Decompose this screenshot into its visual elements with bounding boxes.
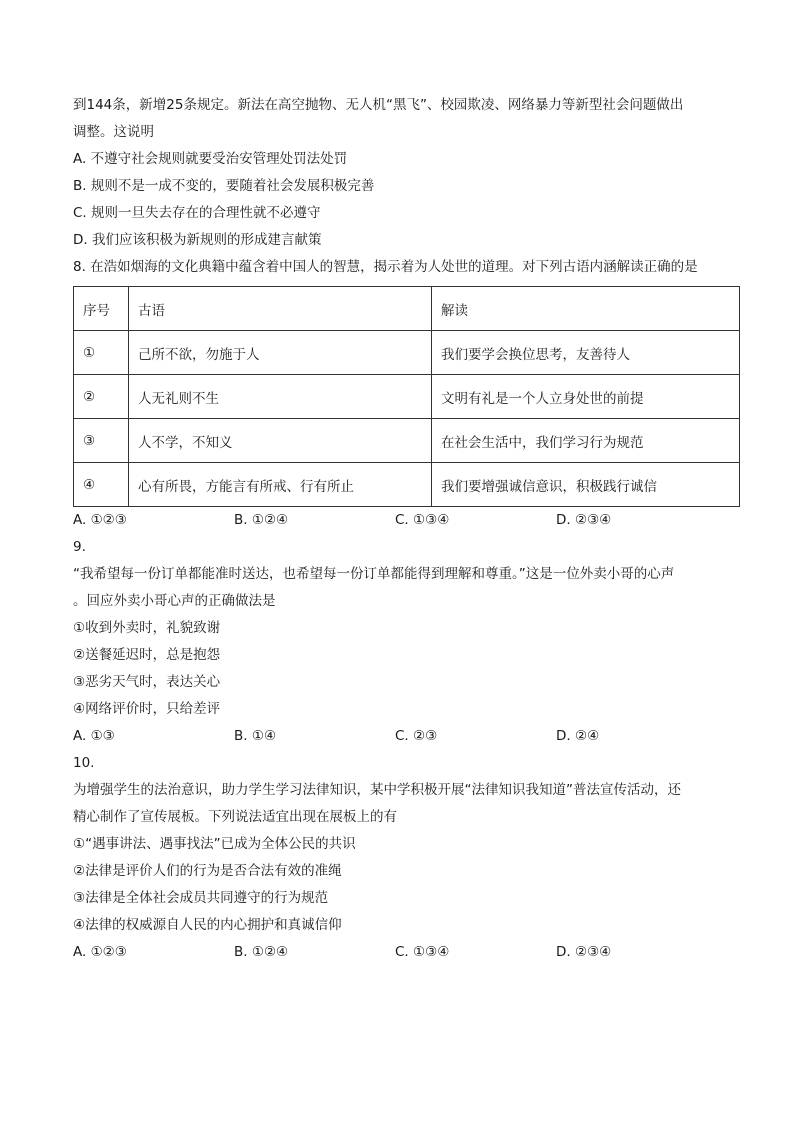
table-row (74, 419, 740, 463)
row-proverb: 己所不欲，勿施于人 (129, 331, 432, 375)
row-index: ① (74, 331, 129, 375)
row-interpretation: 我们要增强诚信意识，积极践行诚信 (432, 463, 740, 507)
q8-option-b: B. ①②④ (234, 512, 289, 528)
q10-statement-1: ①“遇事讲法、遇事找法”已成为全体公民的共识 (73, 836, 356, 852)
q7-option-c: C. 规则一旦失去存在的合理性就不必遵守 (73, 205, 321, 221)
q7-option-a: A. 不遵守社会规则就要受治安管理处罚法处罚 (73, 151, 348, 167)
q10-stem-line-2: 精心制作了宣传展板。下列说法适宜出现在展板上的有 (73, 809, 397, 825)
q10-option-d: D. ②③④ (556, 944, 612, 960)
q10-option-a: A. ①②③ (73, 944, 127, 960)
q9-option-c: C. ②③ (395, 728, 438, 744)
document-page (73, 92, 740, 966)
q9-option-b: B. ①④ (234, 728, 277, 744)
row-proverb: 人无礼则不生 (129, 375, 432, 419)
row-interpretation: 文明有礼是一个人立身处世的前提 (432, 375, 740, 419)
row-index: ④ (74, 463, 129, 507)
q9-number: 9. (73, 539, 86, 555)
q8-stem: 8. 在浩如烟海的文化典籍中蕴含着中国人的智慧，揭示着为人处世的道理。对下列古语内涵解读正确的是 (73, 259, 698, 275)
row-index: ② (74, 375, 129, 419)
q9-statement-3: ③恶劣天气时，表达关心 (73, 674, 221, 690)
q9-statement-2: ②送餐延迟时，总是抱怨 (73, 647, 221, 663)
row-index: ③ (74, 419, 129, 463)
q8-option-c: C. ①③④ (395, 512, 450, 528)
q9-statement-1: ①收到外卖时，礼貌致谢 (73, 620, 221, 636)
table-header-row (74, 287, 740, 331)
proverb-table (73, 286, 740, 507)
intro-line-1: 到144条，新增25条规定。新法在高空抛物、无人机“黑飞”、校园欺凌、网络暴力等新型社会问题做出 (73, 97, 684, 113)
q10-option-c: C. ①③④ (395, 944, 450, 960)
q9-options (73, 723, 740, 750)
q7-option-b: B. 规则不是一成不变的，要随着社会发展积极完善 (73, 178, 375, 194)
table-row (74, 463, 740, 507)
row-proverb: 心有所畏，方能言有所戒、行有所止 (129, 463, 432, 507)
q8-option-a: A. ①②③ (73, 512, 127, 528)
q10-stem-line-1: 为增强学生的法治意识，助力学生学习法律知识，某中学积极开展“法律知识我知道”普法宣传活动，还 (73, 782, 681, 798)
q7-option-d: D. 我们应该积极为新规则的形成建言献策 (73, 232, 322, 248)
q8-option-d: D. ②③④ (556, 512, 612, 528)
q8-options (73, 507, 740, 534)
header-index: 序号 (74, 287, 129, 331)
q10-statement-4: ④法律的权威源自人民的内心拥护和真诚信仰 (73, 917, 342, 933)
header-proverb: 古语 (129, 287, 432, 331)
q9-stem-line-2: 。回应外卖小哥心声的正确做法是 (73, 593, 276, 609)
table-row (74, 331, 740, 375)
q10-options (73, 939, 740, 966)
row-proverb: 人不学，不知义 (129, 419, 432, 463)
q9-stem-line-1: “我希望每一份订单都能准时送达，也希望每一份订单都能得到理解和尊重。”这是一位外卖小哥的心声 (73, 566, 675, 582)
q10-statement-2: ②法律是评价人们的行为是否合法有效的准绳 (73, 863, 342, 879)
header-interpretation: 解读 (432, 287, 740, 331)
row-interpretation: 我们要学会换位思考，友善待人 (432, 331, 740, 375)
q10-statement-3: ③法律是全体社会成员共同遵守的行为规范 (73, 890, 329, 906)
table-row (74, 375, 740, 419)
q10-number: 10. (73, 755, 95, 771)
row-interpretation: 在社会生活中，我们学习行为规范 (432, 419, 740, 463)
intro-line-2: 调整。这说明 (73, 124, 154, 140)
q9-option-d: D. ②④ (556, 728, 600, 744)
q9-statement-4: ④网络评价时，只给差评 (73, 701, 221, 717)
q10-option-b: B. ①②④ (234, 944, 289, 960)
q9-option-a: A. ①③ (73, 728, 115, 744)
